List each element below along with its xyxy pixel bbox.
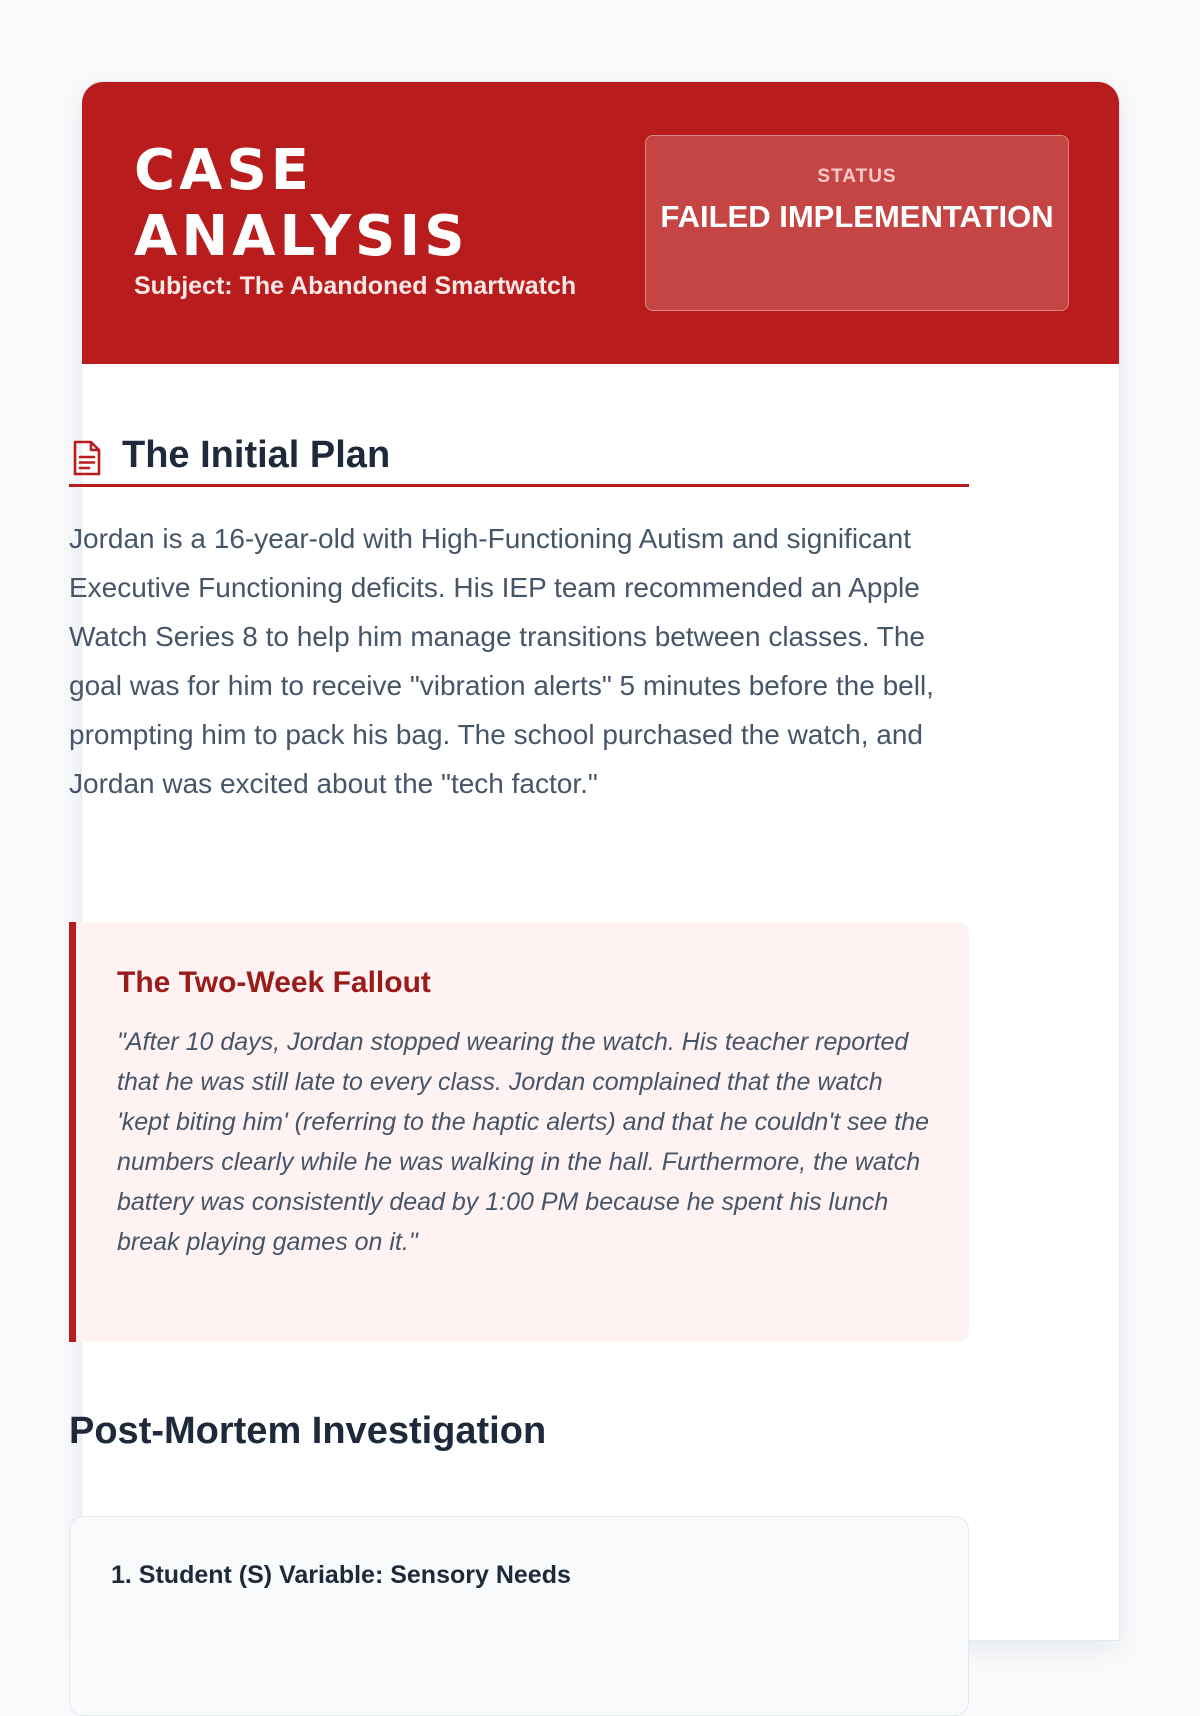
post-mortem-heading: Post-Mortem Investigation	[69, 1410, 547, 1452]
case-header	[82, 82, 1119, 364]
case-card	[81, 81, 1120, 1641]
variable-card-title: 1. Student (S) Variable: Sensory Needs	[111, 1561, 571, 1589]
status-label: STATUS	[817, 166, 897, 187]
status-value: FAILED IMPLEMENTATION	[660, 199, 1054, 234]
fallout-quote: "After 10 days, Jordan stopped wearing the watch. His teacher reported that he was still late to every class. Jordan complained that the watch 'kept biting him' (referring to the haptic alerts) and that he couldn't see the numbers clearly while he was walking in the hall. Furthermore, the watch battery was consistently dead by 1:00 PM because he spent his lunch break playing games on it."	[117, 1028, 929, 1256]
fallout-heading: The Two-Week Fallout	[117, 966, 431, 999]
case-subject: Subject: The Abandoned Smartwatch	[134, 272, 577, 300]
document-icon	[72, 440, 102, 476]
initial-plan-body: Jordan is a 16-year-old with High-Functioning Autism and significant Executive Functioning deficits. His IEP team recommended an Apple Watch Series 8 to help him manage transitions between classes. The goal was for him to receive "vibration alerts" 5 minutes before the bell, prompting him to pack his bag. The school purchased the watch, and Jordan was excited about the "tech factor."	[69, 523, 934, 799]
fallout-callout	[69, 922, 969, 1342]
initial-plan-heading: The Initial Plan	[122, 434, 391, 476]
initial-plan-header	[69, 430, 969, 487]
page-title: CASE ANALYSIS	[134, 138, 469, 269]
status-badge	[645, 135, 1069, 311]
variable-card	[69, 1516, 969, 1716]
